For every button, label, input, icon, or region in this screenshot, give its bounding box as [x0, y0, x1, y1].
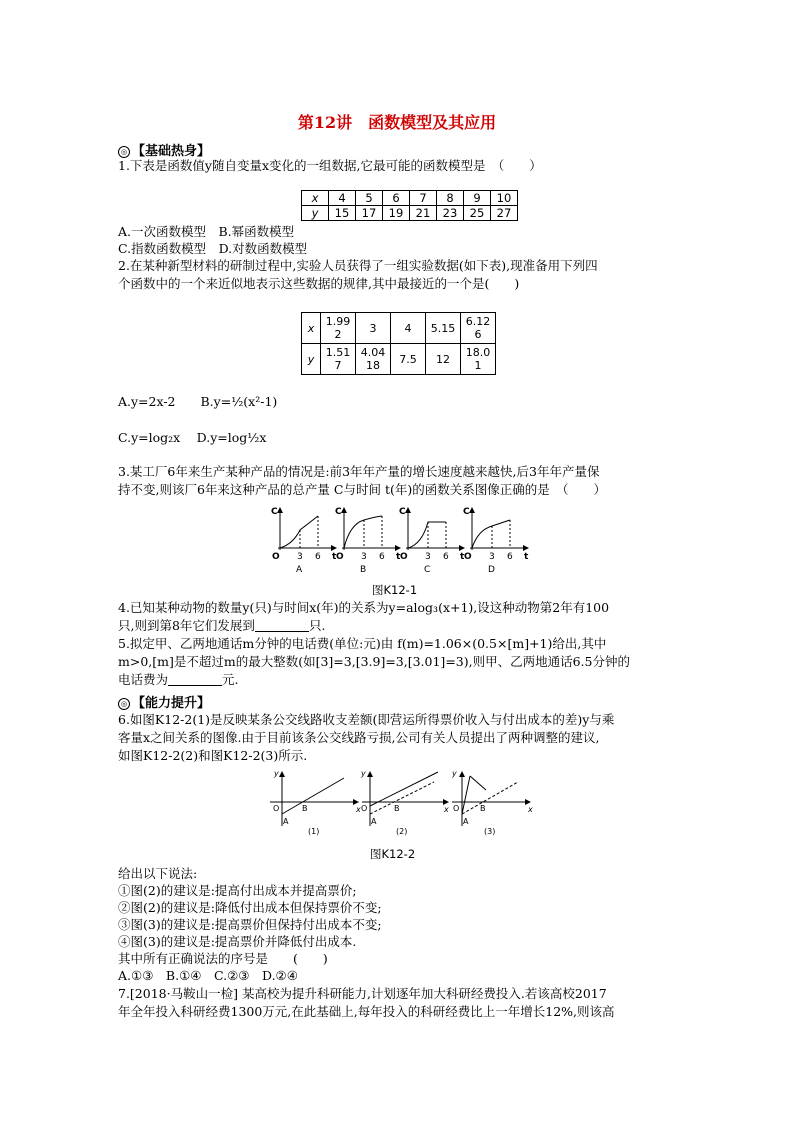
q2-y-cell: 1.51 7 — [321, 344, 356, 375]
q3-stem-line2: 持不变,则该厂6年来这种产品的总产量 C与时间 t(年)的函数关系图像正确的是 （ ） — [118, 482, 606, 497]
q6-stem-line1: 6.如图K12-2(1)是反映某条公交线路收支差额(即营运所得票价收入与付出成本的差)y与乘 — [118, 712, 615, 727]
q2-x-header: x — [302, 313, 321, 344]
q4-stem-line2: 只,则到第8年它们发展到 只. — [118, 618, 326, 633]
q2-stem-line1: 2.在某种新型材料的研制过程中,实验人员获得了一组实验数据(如下表),现准备用下列四 — [118, 258, 598, 273]
q4-answer-blank[interactable] — [255, 619, 309, 632]
q2-row-y — [302, 344, 496, 375]
q5-stem-line2: m>0,[m]是不超过m的最大整数(如[3]=3,[3.9]=3,[3.01]=3),则甲、乙两地通话6.5分钟的 — [118, 654, 630, 669]
q3-axis-c: C — [335, 507, 342, 517]
q1-x-cell: 8 — [437, 191, 464, 206]
q2-y-cell: 7.5 — [391, 344, 426, 375]
q3-axis-c: C — [399, 507, 406, 517]
q6-point-b: B — [480, 804, 486, 813]
q1-y-cell: 25 — [464, 206, 491, 221]
q1-y-header: y — [302, 206, 329, 221]
q6-sub-label-2: (2) — [396, 827, 408, 836]
q3-tick-6: 6 — [507, 552, 513, 562]
q3-label-a: A — [296, 565, 303, 575]
q2-y-cell: 18.0 1 — [461, 344, 496, 375]
q2-x-cell: 4 — [391, 313, 426, 344]
q3-axis-t: t — [332, 552, 337, 562]
q1-x-cell: 6 — [383, 191, 410, 206]
q6-sub-label-1: (1) — [308, 827, 320, 836]
q5-stem-line3: 电话费为 元. — [118, 672, 239, 687]
q6-stem-line3: 如图K12-2(2)和图K12-2(3)所示. — [118, 748, 308, 763]
q1-options-ab: A.一次函数模型 B.幂函数模型 — [118, 224, 295, 239]
q3-origin: O — [400, 552, 408, 562]
q5-answer-blank[interactable] — [168, 673, 222, 686]
q1-y-cell: 15 — [329, 206, 356, 221]
q6-origin: O — [273, 804, 280, 813]
section-basic-warmup — [118, 140, 210, 159]
page-title: 第12讲 函数模型及其应用 — [297, 113, 497, 132]
q2-y-header: y — [302, 344, 321, 375]
q7-stem-line1: 7.[2018·马鞍山一检] 某高校为提升科研能力,计划逐年加大科研经费投入.若该高校2017 — [118, 986, 607, 1001]
q3-tick-6: 6 — [315, 552, 321, 562]
q3-axis-c: C — [463, 507, 470, 517]
q2-y-cell: 12 — [426, 344, 461, 375]
q2-row-x — [302, 313, 496, 344]
q6-point-a: A — [283, 817, 289, 826]
section-marker-icon: ◎ — [118, 146, 130, 158]
q3-axis-c: C — [271, 507, 278, 517]
q6-axis-x: x — [444, 805, 449, 814]
q3-figure — [268, 502, 538, 582]
q6-statement-1: ①图(2)的建议是:提高付出成本并提高票价; — [118, 883, 357, 898]
q3-origin: O — [336, 552, 344, 562]
q6-axis-x: x — [528, 805, 533, 814]
q3-graph-c — [399, 507, 465, 575]
q2-table — [301, 312, 496, 375]
q3-axis-t: t — [396, 552, 401, 562]
q6-graph-3 — [451, 769, 533, 836]
q3-label-d: D — [488, 565, 495, 575]
q3-origin: O — [272, 552, 280, 562]
q3-tick-3: 3 — [489, 552, 495, 562]
q6-axis-y: y — [361, 769, 366, 778]
q6-point-a: A — [371, 817, 377, 826]
q1-options-cd: C.指数函数模型 D.对数函数模型 — [118, 241, 308, 256]
q5-stem-line1: 5.拟定甲、乙两地通话m分钟的电话费(单位:元)由 f(m)=1.06×(0.5×[m]+1)给出,其中 — [118, 636, 607, 651]
q1-y-cell: 21 — [410, 206, 437, 221]
q1-y-cell: 19 — [383, 206, 410, 221]
q3-tick-6: 6 — [379, 552, 385, 562]
q6-origin: O — [453, 804, 460, 813]
q6-graph-1 — [270, 769, 361, 836]
q6-origin: O — [361, 804, 368, 813]
q2-options-cd: C.y=log₂x D.y=log½x — [118, 430, 267, 445]
q3-axis-t: t — [524, 552, 529, 562]
q6-axis-x: x — [356, 805, 361, 814]
q2-stem-line2: 个函数中的一个来近似地表示这些数据的规律,其中最接近的一个是( ) — [118, 276, 520, 291]
q6-statement-3: ③图(3)的建议是:提高票价但保持付出成本不变; — [118, 917, 382, 932]
q6-axis-y: y — [452, 769, 457, 778]
q3-axis-t: t — [460, 552, 465, 562]
q6-point-a: A — [463, 817, 469, 826]
q2-x-cell: 3 — [356, 313, 391, 344]
q3-tick-3: 3 — [297, 552, 303, 562]
q1-stem: 1.下表是函数值y随自变量x变化的一组数据,它最可能的函数模型是 （ ） — [118, 158, 542, 173]
q1-x-cell: 10 — [491, 191, 518, 206]
q2-x-cell: 1.99 2 — [321, 313, 356, 344]
q3-label-c: C — [424, 565, 431, 575]
section-basic-label: 【基础热身】 — [132, 144, 211, 159]
q1-x-cell: 7 — [410, 191, 437, 206]
section-marker-icon: ◎ — [118, 698, 130, 710]
q6-sub-label-3: (3) — [484, 827, 496, 836]
q3-tick-6: 6 — [443, 552, 449, 562]
q7-stem-line2: 年全年投入科研经费1300万元,在此基础上,每年投入的科研经费比上一年增长12%,则该高 — [118, 1004, 615, 1019]
q1-row-x — [302, 191, 518, 206]
q1-y-cell: 27 — [491, 206, 518, 221]
q6-ask: 其中所有正确说法的序号是 ( ) — [118, 951, 328, 966]
q1-y-cell: 23 — [437, 206, 464, 221]
q2-x-cell: 6.12 6 — [461, 313, 496, 344]
q2-y-cell: 4.04 18 — [356, 344, 391, 375]
q1-row-y — [302, 206, 518, 221]
q6-options: A.①③ B.①④ C.②③ D.②④ — [118, 968, 298, 983]
q3-tick-3: 3 — [425, 552, 431, 562]
q1-x-cell: 9 — [464, 191, 491, 206]
q1-x-header: x — [302, 191, 329, 206]
q6-point-b: B — [302, 804, 308, 813]
q4-stem-line1: 4.已知某种动物的数量y(只)与时间x(年)的关系为y=alog₃(x+1),设这种动物第2年有100 — [118, 600, 610, 615]
q3-stem-line1: 3.某工厂6年来生产某种产品的情况是:前3年年产量的增长速度越来越快,后3年年产量保 — [118, 464, 600, 479]
q3-origin: O — [464, 552, 472, 562]
q3-graph-d — [463, 507, 529, 575]
q3-graph-b — [335, 507, 401, 575]
q6-intro: 给出以下说法: — [118, 866, 198, 881]
q6-statement-4: ④图(3)的建议是:提高票价并降低付出成本. — [118, 934, 357, 949]
section-ability-label: 【能力提升】 — [132, 696, 211, 711]
q1-table — [301, 190, 518, 221]
section-ability-boost — [118, 692, 210, 711]
q6-figure-caption: 图K12-2 — [370, 847, 416, 861]
q3-tick-3: 3 — [361, 552, 367, 562]
q6-statement-2: ②图(2)的建议是:降低付出成本但保持票价不变; — [118, 900, 382, 915]
q6-figure — [266, 768, 536, 840]
q1-x-cell: 4 — [329, 191, 356, 206]
q6-graph-2 — [360, 769, 449, 836]
q6-axis-y: y — [274, 769, 279, 778]
q1-x-cell: 5 — [356, 191, 383, 206]
q6-stem-line2: 客量x之间关系的图像.由于目前该条公交线路亏损,公司有关人员提出了两种调整的建议, — [118, 730, 600, 745]
q3-graph-a — [271, 507, 337, 575]
q2-x-cell: 5.15 — [426, 313, 461, 344]
q6-point-b: B — [394, 804, 400, 813]
q1-y-cell: 17 — [356, 206, 383, 221]
q3-figure-caption: 图K12-1 — [372, 583, 418, 597]
q3-label-b: B — [360, 565, 367, 575]
q2-options-ab: A.y=2x-2 B.y=½(x²-1) — [118, 394, 278, 409]
